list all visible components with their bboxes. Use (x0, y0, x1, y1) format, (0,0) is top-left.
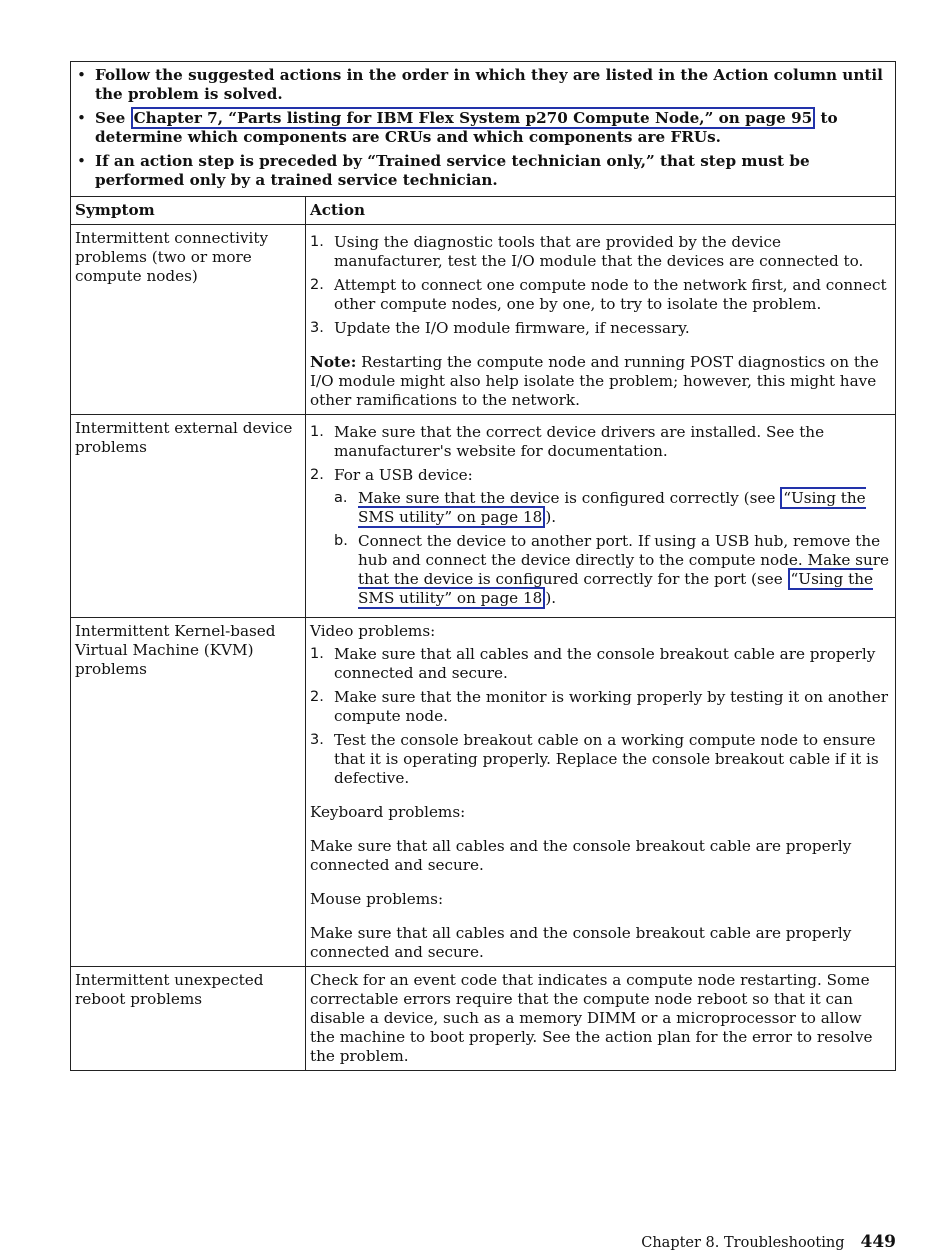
sub-step-item (334, 532, 889, 608)
step-number: 2. (310, 277, 324, 293)
note-item (75, 109, 889, 147)
symptom-cell: Intermittent unexpected reboot problems (71, 967, 306, 1071)
step-number: 1. (310, 234, 324, 250)
step-number: 1. (310, 646, 324, 662)
steps-list (310, 233, 889, 338)
steps-list (310, 645, 889, 788)
sub-steps-list (334, 489, 889, 608)
step-number: 3. (310, 320, 324, 336)
sub-step-text: Make sure that the device is configured correctly (see (358, 489, 781, 507)
step-number: 1. (310, 424, 324, 440)
sub-step-item (334, 489, 889, 527)
notes-row (71, 62, 896, 197)
table-row (71, 225, 896, 415)
note-item (75, 152, 889, 190)
chapter-7-link[interactable]: Chapter 7, “Parts listing for IBM Flex System p270 Compute Node,” on page 95 (131, 107, 816, 129)
action-cell: Check for an event code that indicates a compute node restarting. Some correctable errors require that the compute node reboot so that it can disable a device, such as a memory DIMM or a microprocessor to allow the machine to boot properly. See the action plan for the error to resolve the problem. (306, 967, 896, 1071)
note-paragraph (310, 353, 889, 410)
step-number: 3. (310, 732, 324, 748)
step-text: Update the I/O module firmware, if necessary. (334, 319, 690, 337)
action-cell (306, 225, 896, 415)
step-text: Test the console breakout cable on a working compute node to ensure that it is operating properly. Replace the console breakout cable if it is defective. (334, 731, 879, 787)
mouse-problems-text: Make sure that all cables and the console breakout cable are properly connected and secure. (310, 924, 852, 961)
step-item (310, 731, 889, 788)
step-item (310, 423, 889, 461)
step-item (310, 233, 889, 271)
page-number: 449 (860, 1232, 896, 1252)
table-row (71, 415, 896, 618)
video-problems-label: Video problems: (310, 622, 436, 640)
keyboard-problems-text: Make sure that all cables and the console breakout cable are properly connected and secure. (310, 837, 852, 874)
step-text: Attempt to connect one compute node to the network first, and connect other compute nodes, one by one, to try to isolate the problem. (334, 276, 887, 313)
step-item (310, 319, 889, 338)
bullet-marker: • (77, 109, 86, 127)
symptom-cell: Intermittent external device problems (71, 415, 306, 618)
note-item (75, 66, 889, 104)
sub-step-text: ). (545, 508, 557, 526)
notes-cell (71, 62, 896, 197)
bullet-marker: • (77, 152, 86, 170)
step-item (310, 645, 889, 683)
action-header: Action (306, 197, 896, 225)
steps-list (310, 423, 889, 608)
sub-step-text: ). (545, 589, 557, 607)
bullet-marker: • (77, 66, 86, 84)
step-text: Make sure that all cables and the console breakout cable are properly connected and secure. (334, 645, 876, 682)
sub-step-letter: b. (334, 533, 348, 549)
note-text: to determine which components are CRUs and which components are FRUs. (95, 109, 838, 146)
note-text: Restarting the compute node and running POST diagnostics on the I/O module might also help isolate the problem; however, this might have other ramifications to the network. (310, 353, 879, 409)
chapter-title: Chapter 8. Troubleshooting (641, 1235, 845, 1251)
symptom-cell: Intermittent Kernel-based Virtual Machine (KVM) problems (71, 618, 306, 967)
step-item (310, 688, 889, 726)
step-text: Make sure that the monitor is working properly by testing it on another compute node. (334, 688, 888, 725)
note-text: See (95, 109, 131, 127)
sms-utility-link[interactable]: “Using the SMS utility” on page 18 (358, 489, 866, 526)
table-header-row (71, 197, 896, 225)
step-number: 2. (310, 467, 324, 483)
sub-step-letter: a. (334, 490, 348, 506)
note-label: Note: (310, 353, 357, 371)
step-text: Make sure that the correct device drivers are installed. See the manufacturer's website for documentation. (334, 423, 825, 460)
sms-utility-link[interactable]: “Using the SMS utility” on page 18 (358, 570, 873, 607)
action-cell (306, 618, 896, 967)
step-text: Using the diagnostic tools that are provided by the device manufacturer, test the I/O module that the devices are connected to. (334, 233, 864, 270)
step-item (310, 466, 889, 608)
step-text: For a USB device: (334, 466, 473, 484)
sub-step-text: Connect the device to another port. If using a USB hub, remove the hub and connect the device directly to the compute node. Make sure that the device is configured correctly for the port (see (358, 532, 889, 588)
mouse-problems-label: Mouse problems: (310, 890, 444, 908)
page-footer (641, 1233, 896, 1253)
step-item (310, 276, 889, 314)
step-number: 2. (310, 689, 324, 705)
symptom-cell: Intermittent connectivity problems (two or more compute nodes) (71, 225, 306, 415)
keyboard-problems-label: Keyboard problems: (310, 803, 466, 821)
note-text: If an action step is preceded by “Trained service technician only,” that step must be performed only by a trained service technician. (95, 152, 810, 189)
notes-list (75, 66, 889, 190)
note-text: Follow the suggested actions in the order in which they are listed in the Action column until the problem is solved. (95, 66, 883, 103)
action-cell (306, 415, 896, 618)
table-row (71, 618, 896, 967)
table-row (71, 967, 896, 1071)
symptom-header: Symptom (71, 197, 306, 225)
troubleshooting-table (70, 61, 896, 1071)
